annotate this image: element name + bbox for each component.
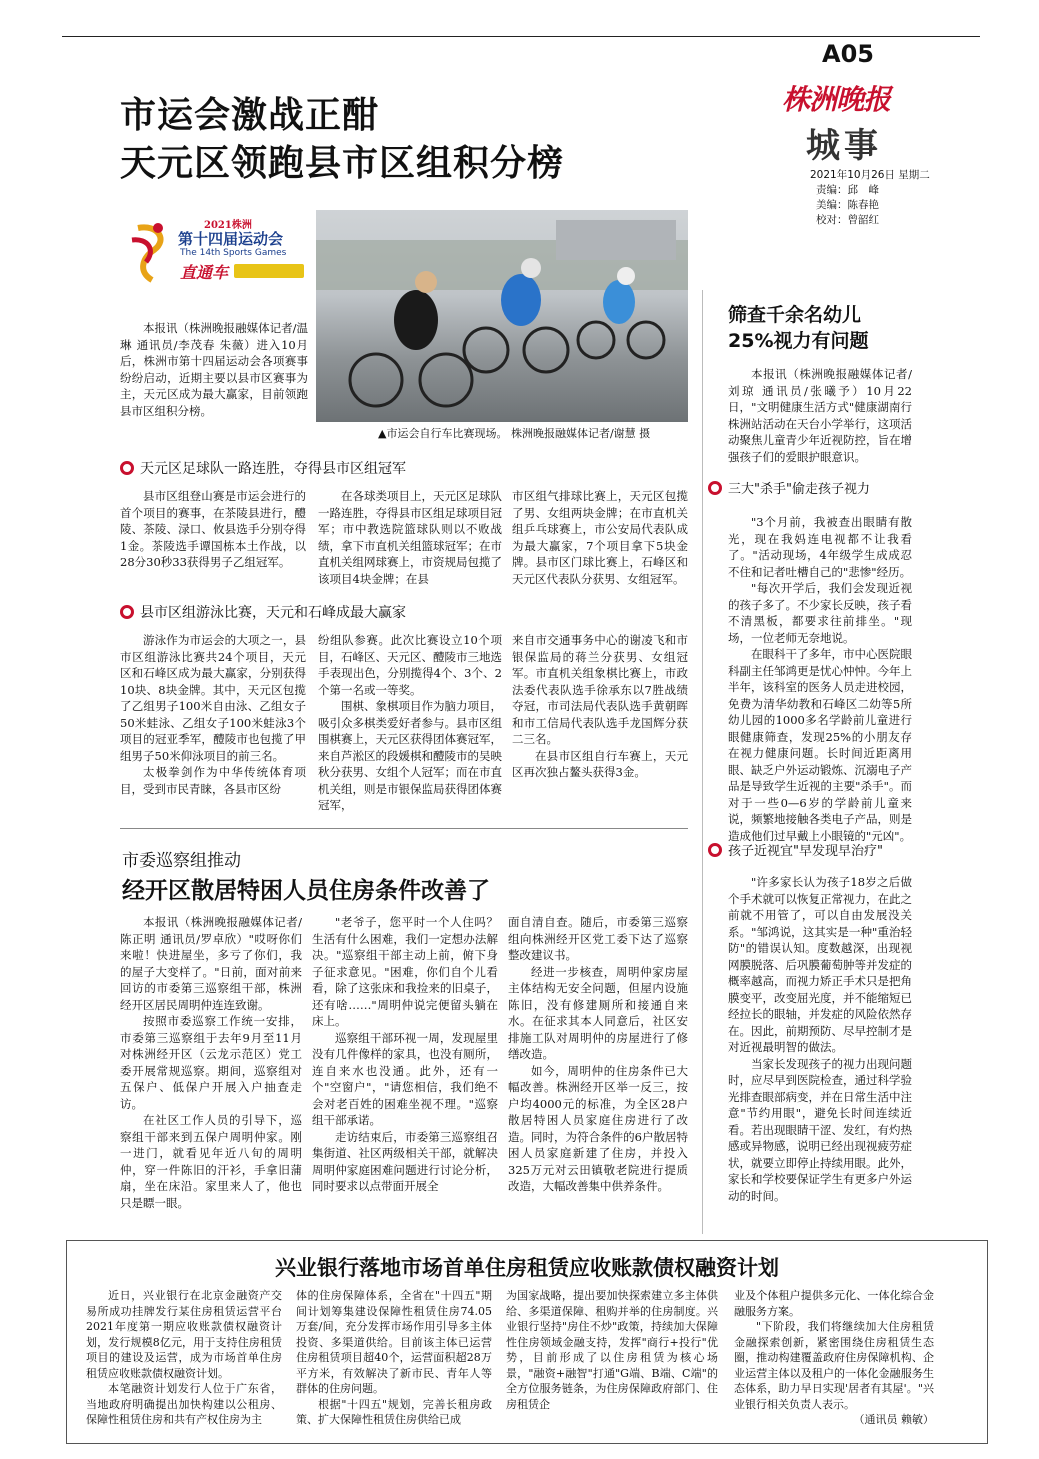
bank-col-3: 为国家战略，提出要加快探索建立多主体供给、多渠道保障、租购并举的住房制度。兴业银行坚持"房住不炒"政策，持续加大保障性住房领域金融支持，发挥"商行+投行"优势，目前形成了以住房租赁为核心场景，"融资+融智"打通"G端、B端、C端"的全方位服务链条，为住房保障政府部门、住房租赁企 [506, 1289, 718, 1411]
swimming-col-3: 来自市交通事务中心的谢凌飞和市银保监局的蒋兰分获男、女组冠军。市直机关组象棋比赛上，市政法委代表队选手徐承东以7胜战绩夺冠，市司法局代表队选手黄朝晖和市工信局代表队选手龙国辉分获二三名。 在县市区组自行车赛上，天元区再次独占鳌头获得3金。 [512, 633, 688, 779]
lead-intro: 本报讯（株洲晚报融媒体记者/温琳 通讯员/李茂春 朱薇）进入10月后，株洲市第十四届运动会各项赛事纷纷启动，近期主要以县市区赛事为主，天元区成为最大赢家，目前领跑县市区组积分榜。 [120, 321, 308, 418]
games-logo: 2021株洲 第十四届运动会 The 14th Sports Games 直通车 [128, 216, 308, 286]
right-headline: 筛查千余名幼儿 25%视力有问题 [728, 304, 869, 352]
bank-byline: （通讯员 赖敏） [853, 1413, 934, 1426]
right-subhead-early: 孩子近视宜"早发现早治疗" [708, 840, 883, 859]
bullet-icon [708, 843, 722, 857]
inspection-col-3: 面自清自查。随后，市委第三巡察组向株洲经开区党工委下达了巡察整改建议书。 经进一步核查，周明仲家房屋主体结构无安全问题，但屋内设施陈旧，没有修建厕所和接通自来水。在征求其本人同意后，社区安排施工队对周明仲的房屋进行了修缮改造。 如今，周明仲的住房条件已大幅改善。株洲经开区举一反三，按户均4000元的标准，为全区28户散居特困人员家庭住房进行了改造。同时，为符合条件的6户散居特困人员家庭新建了住房，并投入325万元对云田镇敬老院进行提质改造，大幅改善集中供养条件。 [508, 915, 688, 1193]
football-col-2: 在各球类项目上，天元区足球队一路连胜，夺得县市区组足球项目冠军；市中教选院篮球队则以不败战绩，拿下市直机关组篮球冠军；在市直机关组网球赛上，市资规局包揽了该项目4块金牌；在县 [318, 489, 502, 586]
bank-col-1: 近日，兴业银行在北京金融资产交易所成功挂牌发行某住房租赁运营平台2021年度第一期应收账款债权融资计划，发行规模8亿元，用于支持住房租赁项目的建设及运营，成为市场首单住房租赁应收账款债权融资计划。 本笔融资计划发行人位于广东省，当地政府明确提出加快构建以公租房、保障性租赁住房和共有产权住房为主 [86, 1289, 282, 1426]
football-col-3: 市区组气排球比赛上，天元区包揽了男、女组两块金牌；在市直机关组乒乓球赛上，市公安局代表队成为最大赢家，7个项目拿下5块金牌。县市区门球比赛上，石峰区和天元区代表队分获男、女组冠军。 [512, 489, 688, 586]
section-name: 城事 [806, 126, 882, 166]
right-intro: 本报讯（株洲晚报融媒体记者/刘琼 通讯员/张曦予）10月22日，"文明健康生活方式"健康湖南行株洲站活动在天台小学举行，这项活动聚焦儿童青少年近视防控，旨在增强孩子们的爱眼护眼意识。 [728, 367, 912, 464]
bank-headline: 兴业银行落地市场首单住房租赁应收账款债权融资计划 [275, 1256, 779, 1280]
bullet-icon [120, 461, 134, 475]
football-col-1: 县市区组登山赛是市运会进行的首个项目的赛事，在茶陵县进行，醴陵、茶陵、渌口、攸县选手分别夺得1金。茶陵选手谭国栋本土作战，以28分30秒33获得男子乙组冠军。 [120, 489, 306, 569]
right-early-body: "许多家长认为孩子18岁之后做个手术就可以恢复正常视力，在此之前就不用管了，可以自由发展没关系。"邹鸿说，这其实是一种"重治轻防"的错误认知。度数越深，出现视网膜脱落、后巩膜葡萄肿等并发症的概率越高，而视力矫正手术只是把角膜变平，改变屈光度，并不能缩短已经拉长的眼轴，并发症的风险依然存在。因此，前期预防、尽早控制才是对近视最明智的做法。 当家长发现孩子的视力出现问题时，应尽早到医院检查，通过科学验光排查眼部病变，并在日常生活中注意"节约用眼"，避免长时间连续近看。若出现眼睛干涩、发红，有灼热感或异物感，说明已经出现视疲劳症状，就要立即停止持续用眼。此外，家长和学校要保证学生有更多户外运动的时间。 [728, 875, 912, 1203]
right-subhead-killers: 三大"杀手"偷走孩子视力 [708, 478, 870, 497]
games-emblem-icon [128, 220, 176, 284]
cycling-photo [316, 210, 688, 422]
page-number: A05 [822, 40, 874, 68]
bank-col-2: 体的住房保障体系，全省在"十四五"期间计划筹集建设保障性租赁住房74.05万套/间，充分发挥市场作用引导多主体投资、多渠道供给。目前该主体已运营住房租赁项目超40个，运营面积超28万平方米，有效解决了新市民、青年人等群体的住房问题。 根据"十四五"规划，完善长租房政策、扩大保障性租赁住房供给已成 [296, 1289, 492, 1426]
cyclists-illustration [316, 210, 688, 422]
inspection-headline: 经开区散居特困人员住房条件改善了 [122, 878, 490, 904]
inspection-kicker: 市委巡察组推动 [122, 851, 241, 871]
bullet-icon [708, 481, 722, 495]
brand-logo: 株洲晚报 [782, 83, 891, 116]
swimming-col-2: 纷组队参赛。此次比赛设立10个项目，石峰区、天元区、醴陵市三地选手表现出色，分别揽得4个、3个、2个第一名或一等奖。 围棋、象棋项目作为脑力项目，吸引众多棋类爱好者参与。县市区组围棋赛上，天元区获得团体赛冠军，来自芦淞区的段媛棋和醴陵市的吴映秋分获男、女组个人冠军；而在市直机关组，则是市银保监局获得团体赛冠军， [318, 633, 502, 812]
lead-subhead-swimming: 县市区组游泳比赛，天元和石峰成最大赢家 [120, 602, 406, 622]
swimming-col-1: 游泳作为市运会的大项之一，县市区组游泳比赛共24个项目，天元区和石峰区成为最大赢家，分别获得10块、8块金牌。其中，天元区包揽了乙组男子100米自由泳、乙组女子50米蛙泳、乙组女子100米蛙泳3个项目的冠亚季军，醴陵市也包揽了甲组男子50米仰泳项目的前三名。 太极拳剑作为中华传统体育项目，受到市民青睐，各县市区纷 [120, 633, 306, 796]
proofreader-credit: 校对：曾韶红 [816, 214, 879, 226]
editor-credit: 责编：邱 峰 [816, 184, 879, 196]
issue-date: 2021年10月26日 星期二 [810, 169, 930, 181]
photo-caption: ▲市运会自行车比赛现场。 株洲晚报融媒体记者/谢慧 摄 [378, 427, 651, 440]
lead-headline: 市运会激战正酣 天元区领跑县市区组积分榜 [120, 95, 565, 184]
lead-subhead-football: 天元区足球队一路连胜，夺得县市区组冠军 [120, 458, 406, 478]
inspection-col-1: 本报讯（株洲晚报融媒体记者/陈正明 通讯员/罗卓欣）"哎呀你们来啦！快进屋坐，多亏了你们，我的屋子大变样了。"日前，面对前来回访的市委第三巡察组干部，株洲经开区居民周明仲连连致谢。 按照市委巡察工作统一安排，市委第三巡察组于去年9月至11月对株洲经开区（云龙示范区）党工委开展常规巡察。期间，巡察组对五保户、低保户开展入户抽查走访。 在社区工作人员的引导下，巡察组干部来到五保户周明仲家。刚一进门，就看见年近八旬的周明仲，穿一件陈旧的汗衫，手拿旧蒲扇，坐在床沿。家里来人了，他也只是瞟一眼。 [120, 915, 302, 1210]
designer-credit: 美编：陈春艳 [816, 199, 879, 211]
bullet-icon [120, 605, 134, 619]
inspection-col-2: "老爷子，您平时一个人住吗？生活有什么困难，我们一定想办法解决。"巡察组干部主动上前，俯下身子征求意见。"困难，你们自个儿看看，除了这张床和我捡来的旧桌子，还有啥……"周明仲说完便留头躺在床上。 巡察组干部环视一周，发现屋里没有几件像样的家具，也没有厕所，连自来水也没通。此外，还有一个"空窗户"，"请您相信，我们绝不会对老百姓的困难坐视不理。"巡察组干部承诺。 走访结束后，市委第三巡察组召集街道、社区两级相关干部，就解决周明仲家庭困难问题进行讨论分析，同时要求以点带面开展全 [312, 915, 498, 1193]
bank-col-4: 业及个体租户提供多元化、一体化综合金融服务方案。 "下阶段，我们将继续加大住房租赁金融探索创新，紧密围绕住房租赁生态圈，推动构建覆盖政府住房保障机构、企业运营主体以及租户的一体化金融服务生态体系，助力早日实现'居者有其屋'。"兴业银行相关负责人表示。 （通讯员 赖敏） [734, 1289, 934, 1426]
right-killers-body: "3个月前，我被查出眼睛有散光，现在我妈连电视都不让我看了。"活动现场，4年级学生成成忍不住和记者吐槽自己的"悲惨"经历。 "每次开学后，我们会发现近视的孩子多了。不少家长反映，孩子看不清黑板，都要求往前排坐。"现场，一位老师无奈地说。 在眼科干了多年，市中心医院眼科副主任邹鸿更是忧心忡忡。今年上半年，该科室的医务人员走进校园，免费为清华幼教和石峰区二幼等5所幼儿园的1000多名学龄前儿童进行眼健康筛查，发现25%的小朋友存在视力健康问题。长时间近距离用眼、缺乏户外运动锻炼、沉溺电子产品是导致学生近视的主要"杀手"。而对于一些0—6岁的学龄前儿童来说，频繁地接触各类电子产品，则是造成他们过早戴上小眼镜的"元凶"。 [728, 515, 912, 843]
